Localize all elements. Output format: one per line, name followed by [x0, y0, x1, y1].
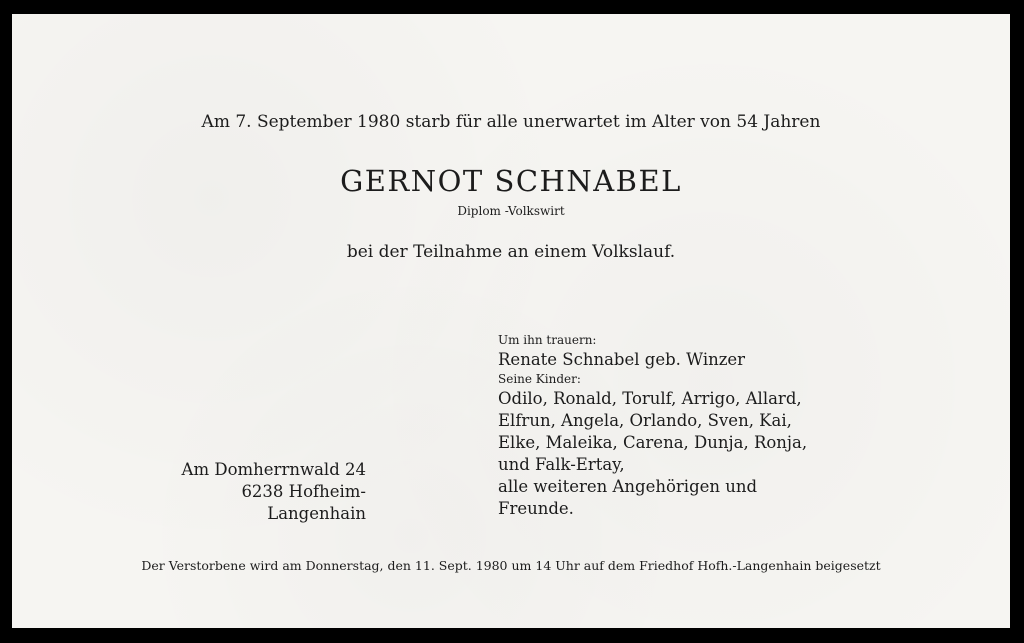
death-announcement-intro: Am 7. September 1980 starb für alle unerwartet im Alter von 54 Jahren — [201, 112, 821, 132]
children-heading: Seine Kinder: — [498, 372, 581, 386]
deceased-title: Diplom -Volkswirt — [457, 204, 565, 218]
family-address — [150, 459, 366, 525]
mourners-block — [498, 332, 838, 520]
children-line: und Falk-Ertay, — [498, 455, 625, 474]
children-line: Odilo, Ronald, Torulf, Arrigo, Allard, — [498, 389, 802, 408]
address-street: Am Domherrnwald 24 — [181, 460, 366, 479]
funeral-notice: Der Verstorbene wird am Donnerstag, den 11. Sept. 1980 um 14 Uhr auf dem Friedhof Hofh.-Langenhain beigesetzt — [141, 558, 881, 573]
death-cause: bei der Teilnahme an einem Volkslauf. — [346, 242, 676, 262]
obituary-card — [12, 14, 1010, 628]
other-mourners: alle weiteren Angehörigen und Freunde. — [498, 477, 758, 518]
children-line: Elke, Maleika, Carena, Dunja, Ronja, — [498, 433, 808, 452]
deceased-name: GERNOT SCHNABEL — [340, 164, 682, 198]
mourner-wife: Renate Schnabel geb. Winzer — [498, 350, 746, 369]
address-city: 6238 Hofheim-Langenhain — [241, 482, 366, 523]
mourners-heading: Um ihn trauern: — [498, 333, 597, 347]
children-line: Elfrun, Angela, Orlando, Sven, Kai, — [498, 411, 792, 430]
